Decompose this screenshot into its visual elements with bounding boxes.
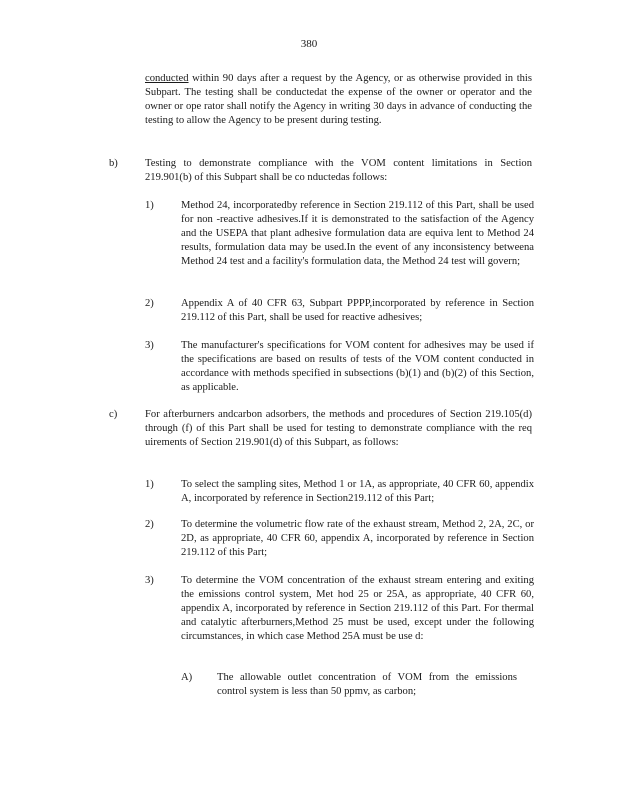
c2-label: 2) [145,519,154,530]
intro-first-word: conducted [145,73,189,84]
intro-text: within 90 days after a request by the Agency, or as otherwise provided in this Subpart. The testing shall be conductedat the expense of the owner or operator and the owner or ope rator shall notify the Agency in writing 30 days in advance of conducting the testing to allow the Agency to be present during testing. [145,73,532,126]
subsection-b-text: Testing to demonstrate compliance with the VOM content limitations in Section 219.901(b) of this Subpart shall be co nductedas follows: [145,158,532,183]
b3-label: 3) [145,340,154,351]
c3-label: 3) [145,575,154,586]
page-number: 380 [300,38,318,50]
b1-label: 1) [145,200,154,211]
b2-text: Appendix A of 40 CFR 63, Subpart PPPP,incorporated by reference in Section 219.112 of this Part, shall be used for reactive adhesives; [181,298,534,323]
c2-text: To determine the volumetric flow rate of the exhaust stream, Method 2, 2A, 2C, or 2D, as appropriate, 40 CFR 60, appendix A, incorporated by reference in Section 219.112 of this Part; [181,519,534,558]
c3A-text: The allowable outlet concentration of VOM from the emissions control system is less than 50 ppmv, as carbon; [217,672,517,697]
b1-text: Method 24, incorporatedby reference in Section 219.112 of this Part, shall be used for non -reactive adhesives.If it is demonstrated to the satisfaction of the Agency and the USEPA that plant adhesive formulation data are equiva lent to Method 24 results, formulation data may be used.In the event of any inconsistency betweena Method 24 test and a facility's formulation data, the Method 24 test will govern; [181,200,534,267]
c3A-label: A) [181,672,193,683]
b2-label: 2) [145,298,154,309]
b3-text: The manufacturer's specifications for VOM content for adhesives may be used if the specifications are based on results of tests of the VOM content conducted in accordance with methods specified in subsections (b)(1) and (b)(2) of this Section, as applicable. [181,340,534,393]
subsection-b-label: b) [109,158,118,169]
c1-label: 1) [145,479,154,490]
subsection-c-text: For afterburners andcarbon adsorbers, the methods and procedures of Section 219.105(d) through (f) of this Part shall be used for testing to demonstrate compliance with the req uirements of Section 219.901(d) of this Subpart, as follows: [145,409,532,448]
c1-text: To select the sampling sites, Method 1 or 1A, as appropriate, 40 CFR 60, appendix A, incorporated by reference in Section219.112 of this Part; [181,479,534,504]
c3-text: To determine the VOM concentration of the exhaust stream entering and exiting the emissions control system, Met hod 25 or 25A, as appropriate, 40 CFR 60, appendix A, incorporated by reference in Section 219.112 of this Part. For thermal and catalytic afterburners,Method 25 must be used, except under the following circumstances, in which case Method 25A must be use d: [181,575,534,642]
intro-paragraph [145,72,532,128]
subsection-c-label: c) [109,409,118,420]
